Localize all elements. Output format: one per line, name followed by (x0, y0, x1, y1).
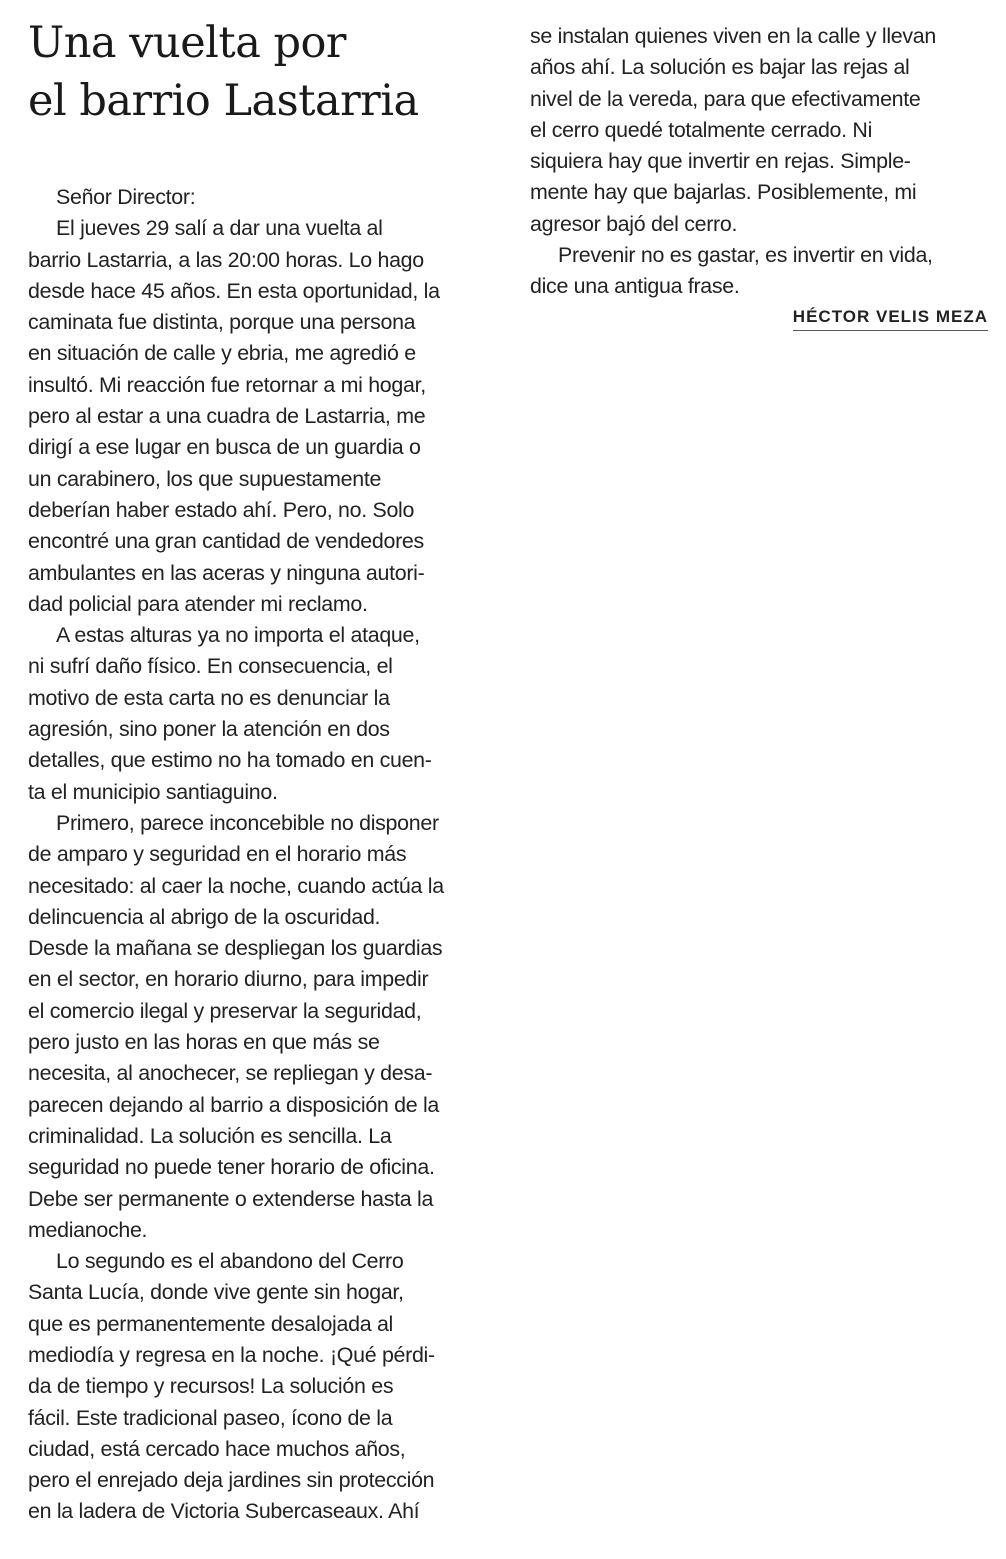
text-line: criminalidad. La solución es sencilla. La (28, 1123, 392, 1148)
text-line: dirigí a ese lugar en busca de un guardia o (28, 435, 421, 460)
text-line: ni sufrí daño físico. En consecuencia, el (28, 654, 393, 679)
text-line: en la ladera de Victoria Subercaseaux. Ahí (28, 1499, 420, 1524)
text-line: fácil. Este tradicional paseo, ícono de la (28, 1405, 393, 1430)
text-line: ta el municipio santiaguino. (28, 779, 278, 804)
text-line: el cerro quedé totalmente cerrado. Ni (530, 117, 873, 142)
signature: HÉCTOR VELIS MEZA (793, 307, 988, 331)
text-line: Desde la mañana se despliegan los guardias (28, 936, 443, 961)
text-line: dice una antigua frase. (530, 274, 740, 299)
text-line: delincuencia al abrigo de la oscuridad. (28, 904, 381, 929)
text-line: Debe ser permanente o extenderse hasta la (28, 1186, 434, 1211)
text-line: se instalan quienes viven en la calle y llevan (530, 24, 936, 48)
text-line: necesitado: al caer la noche, cuando actúa la (28, 873, 444, 898)
text-line: deberían haber estado ahí. Pero, no. Solo (28, 497, 415, 522)
text-line: necesita, al anochecer, se repliegan y desa- (28, 1061, 433, 1086)
text-line: que es permanentemente desalojada al (28, 1311, 393, 1336)
left-column (28, 0, 490, 1528)
text-line: en situación de calle y ebria, me agredió e (28, 341, 416, 366)
text-line: el comercio ilegal y preservar la seguridad, (28, 998, 422, 1023)
text-line: barrio Lastarria, a las 20:00 horas. Lo hago (28, 247, 424, 272)
headline-line-1: Una vuelta por (28, 18, 346, 68)
text-line: en el sector, en horario diurno, para impedir (28, 967, 429, 992)
text-line: da de tiempo y recursos! La solución es (28, 1374, 394, 1399)
text-line: de amparo y seguridad en el horario más (28, 842, 407, 867)
text-line: pero al estar a una cuadra de Lastarria, me (28, 404, 426, 429)
text-line: mediodía y regresa en la noche. ¡Qué pérdi- (28, 1342, 435, 1367)
text-line: pero justo en las horas en que más se (28, 1030, 380, 1055)
text-line: nivel de la vereda, para que efectivamente (530, 86, 921, 111)
text-line: A estas alturas ya no importa el ataque, (56, 623, 420, 648)
text-line: mente hay que bajarlas. Posiblemente, mi (530, 180, 917, 205)
text-line: agresión, sino poner la atención en dos (28, 717, 390, 742)
text-line: agresor bajó del cerro. (530, 211, 738, 236)
text-line: ambulantes en las aceras y ninguna autori- (28, 560, 425, 585)
text-line: un carabinero, los que supuestamente (28, 466, 382, 491)
right-column (530, 0, 988, 331)
text-line: siquiera hay que invertir en rejas. Simple- (530, 149, 911, 174)
text-line: desde hace 45 años. En esta oportunidad, la (28, 278, 440, 303)
headline (28, 0, 490, 130)
headline-line-2: el barrio Lastarria (28, 76, 419, 126)
letter-body-right (530, 21, 988, 303)
text-line: medianoche. (28, 1217, 148, 1242)
text-line: años ahí. La solución es bajar las rejas al (530, 55, 910, 80)
text-line: encontré una gran cantidad de vendedores (28, 529, 424, 554)
text-line: seguridad no puede tener horario de oficina. (28, 1155, 435, 1180)
text-line: ciudad, está cercado hace muchos años, (28, 1436, 406, 1461)
text-line: caminata fue distinta, porque una persona (28, 310, 416, 335)
text-line: insultó. Mi reacción fue retornar a mi hogar, (28, 372, 426, 397)
text-line: Primero, parece inconcebible no disponer (56, 810, 439, 835)
text-line: El jueves 29 salí a dar una vuelta al (56, 216, 383, 241)
letter-body-left (28, 182, 490, 1528)
text-line: motivo de esta carta no es denunciar la (28, 685, 390, 710)
text-line: Lo segundo es el abandono del Cerro (56, 1249, 404, 1274)
text-line: dad policial para atender mi reclamo. (28, 591, 368, 616)
text-line: Prevenir no es gastar, es invertir en vida, (558, 243, 933, 268)
text-line: Señor Director: (56, 185, 196, 209)
signature-block (530, 307, 988, 331)
text-line: detalles, que estimo no ha tomado en cuen- (28, 748, 432, 773)
text-line: parecen dejando al barrio a disposición de la (28, 1092, 440, 1117)
text-line: pero el enrejado deja jardines sin protección (28, 1468, 435, 1493)
text-line: Santa Lucía, donde vive gente sin hogar, (28, 1280, 404, 1305)
